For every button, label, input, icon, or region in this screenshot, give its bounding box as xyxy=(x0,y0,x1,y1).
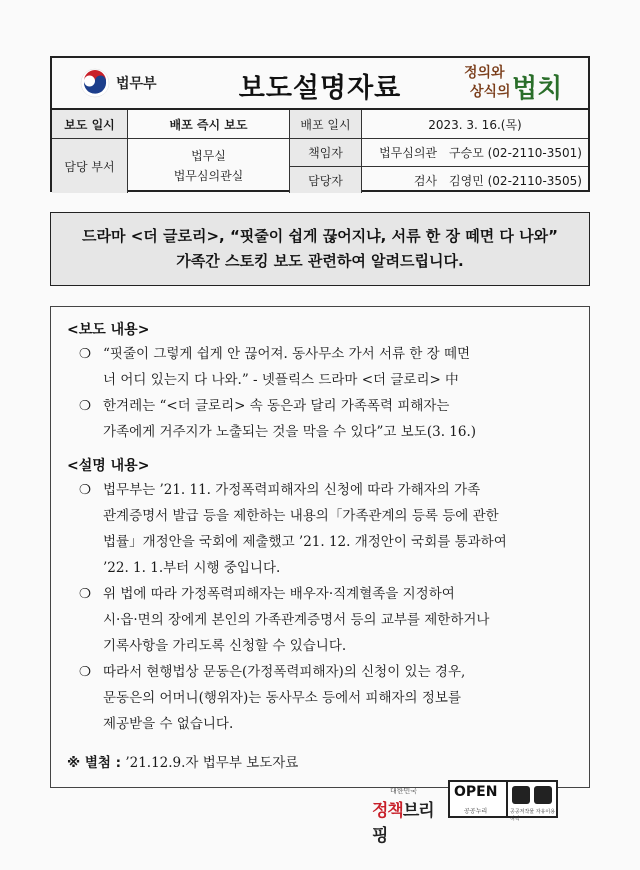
brief-big-a: 정책 xyxy=(372,801,403,821)
explanation-item-1-line-4: ’22. 1. 1.부터 시행 중입니다. xyxy=(103,560,281,576)
report-item-2-line-1: 한겨레는 “<더 글로리> 속 동은과 달리 가족폭력 피해자는 xyxy=(103,398,450,414)
attachment-note xyxy=(67,751,298,771)
open-label: OPEN xyxy=(454,784,498,800)
brief-big-text xyxy=(372,796,442,846)
headline-line-1: 드라마 <더 글로리>, “핏줄이 쉽게 끊어지냐, 서류 한 장 떼면 다 나와” xyxy=(82,227,558,245)
attachment-mark: ※ 별첨 : xyxy=(67,755,122,771)
headline-line-2: 가족간 스토킹 보도 관련하여 알려드립니다. xyxy=(176,252,464,270)
slogan-line1: 정의와 xyxy=(464,65,505,81)
policy-briefing-logo xyxy=(372,786,442,846)
slogan-main: 법치 xyxy=(512,74,563,104)
report-heading: <보도 내용> xyxy=(67,322,150,338)
explanation-item-3-line-3: 제공받을 수 없습니다. xyxy=(103,716,234,732)
report-item-1-line-1: “핏줄이 그렇게 쉽게 안 끊어져. 동사무소 가서 서류 한 장 떼면 xyxy=(103,346,471,362)
report-item-1-line-2: 너 어디 있는지 다 나와.” - 넷플릭스 드라마 <더 글로리> 中 xyxy=(103,372,459,388)
explanation-item-3 xyxy=(79,659,579,737)
slogan-line2: 상식의 xyxy=(470,84,511,100)
dist-value: 2023. 3. 16.(목) xyxy=(428,117,522,132)
bullet-icon: ❍ xyxy=(79,398,92,414)
badge-divider xyxy=(506,782,508,816)
dept-value xyxy=(128,139,290,193)
headline-box xyxy=(50,212,590,286)
open-license-badge xyxy=(448,780,558,822)
bullet-icon: ❍ xyxy=(79,664,92,680)
attachment-text: ’21.12.9.자 법무부 보도자료 xyxy=(125,755,299,771)
explanation-item-1-line-3: 법률」개정안을 국회에 제출했고 ’21. 12. 개정안이 국회를 통과하여 xyxy=(103,534,507,550)
release-row xyxy=(52,110,588,139)
dept-line-2: 법무심의관실 xyxy=(173,169,244,183)
explanation-item-1 xyxy=(79,477,579,581)
report-item-1 xyxy=(79,341,579,393)
bullet-icon: ❍ xyxy=(79,586,92,602)
staff-value: 검사 김영민 (02-2110-3505) xyxy=(362,166,588,193)
slogan-logo xyxy=(456,62,566,104)
explanation-item-3-line-1: 따라서 현행법상 문동은(가정폭력피해자)의 신청이 있는 경우, xyxy=(103,664,466,680)
explanation-item-2 xyxy=(79,581,579,659)
body-box xyxy=(50,306,590,788)
header-top xyxy=(52,58,588,110)
contact-labels xyxy=(290,139,362,193)
ministry-name: 법무부 xyxy=(116,76,157,92)
explanation-item-2-line-1: 위 법에 따라 가정폭력피해자는 배우자·직계혈족을 지정하여 xyxy=(103,586,455,602)
release-value: 배포 즉시 보도 xyxy=(128,110,290,138)
brief-small-text: 대한민국 xyxy=(390,787,418,795)
explanation-item-1-line-2: 관계증명서 발급 등을 제한하는 내용의「가족관계의 등록 등에 관한 xyxy=(103,508,499,524)
bullet-icon: ❍ xyxy=(79,482,92,498)
open-right-sub: 공공저작물 자유이용허락 xyxy=(510,809,556,822)
dept-label: 담당 부서 xyxy=(52,139,128,193)
dist-label: 배포 일시 xyxy=(290,110,362,138)
explanation-item-2-line-3: 기록사항을 가리도록 신청할 수 있습니다. xyxy=(103,638,347,654)
staff-label: 담당자 xyxy=(290,166,361,193)
open-sub-label: 공공누리 xyxy=(464,808,488,815)
contact-values xyxy=(362,139,588,193)
report-item-2-line-2: 가족에게 거주지가 노출되는 것을 막을 수 있다”고 보도(3. 16.) xyxy=(103,424,477,440)
explanation-item-3-line-2: 문동은의 어머니(행위자)는 동사무소 등에서 피해자의 정보를 xyxy=(103,690,462,706)
explanation-heading: <설명 내용> xyxy=(67,458,150,474)
department-row xyxy=(52,139,588,193)
report-item-2 xyxy=(79,393,579,445)
document-title: 보도설명자료 xyxy=(238,73,402,104)
dept-line-1: 법무실 xyxy=(191,149,226,163)
attribution-icon xyxy=(512,786,530,804)
header-table xyxy=(50,56,590,192)
brief-big-b: 브리핑 xyxy=(372,801,434,846)
bullet-icon: ❍ xyxy=(79,346,92,362)
release-label: 보도 일시 xyxy=(52,110,128,138)
manager-label: 책임자 xyxy=(290,139,361,166)
noncommercial-icon xyxy=(534,786,552,804)
explanation-item-1-line-1: 법무부는 ’21. 11. 가정폭력피해자의 신청에 따라 가해자의 가족 xyxy=(103,482,481,498)
explanation-item-2-line-2: 시·읍·면의 장에게 본인의 가족관계증명서 등의 교부를 제한하거나 xyxy=(103,612,490,628)
manager-value: 법무심의관 구승모 (02-2110-3501) xyxy=(379,146,582,160)
